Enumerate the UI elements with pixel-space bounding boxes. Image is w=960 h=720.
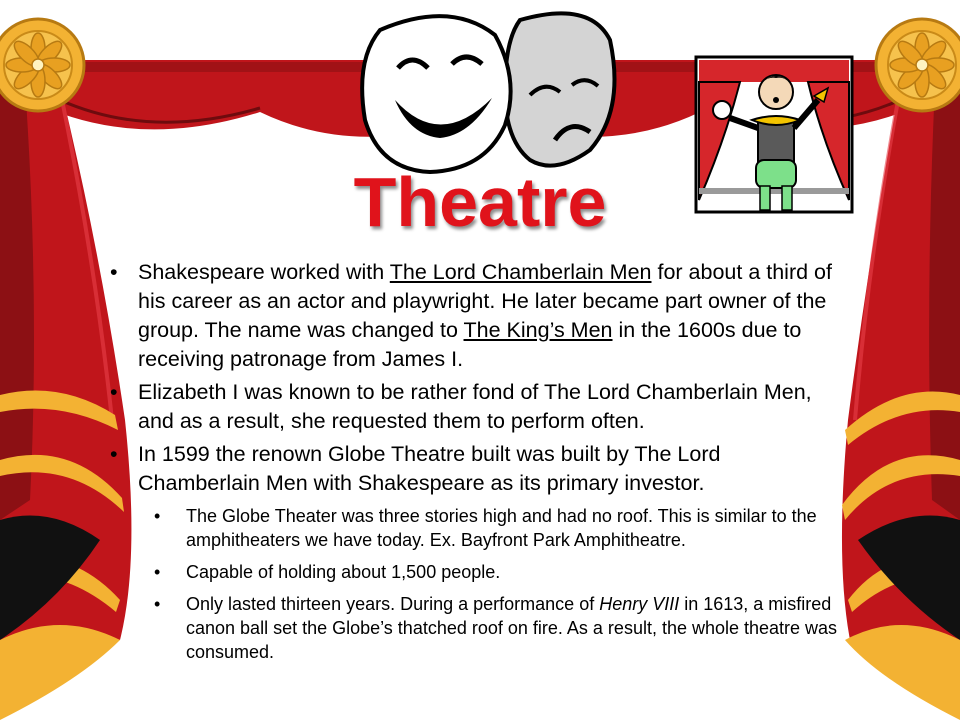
underlined-phrase: The Lord Chamberlain Men [389, 260, 652, 284]
rosette-left-icon [0, 19, 84, 111]
sub-bullet-item: • Capable of holding about 1,500 people. [108, 560, 848, 584]
slide-title: Theatre [353, 163, 607, 241]
bullet-item: • Elizabeth I was known to be rather fond of The Lord Chamberlain Men, and as a result, she requested them to perform often. [108, 378, 848, 436]
bullet-list [108, 258, 848, 672]
sub-bullet-list [108, 504, 848, 664]
sub-bullet-item: • The Globe Theater was three stories high and had no roof. This is similar to the amphitheaters we have today. Ex. Bayfront Park Amphitheatre. [108, 504, 848, 552]
bullet-item: • Shakespeare worked with The Lord Chamberlain Men for about a third of his career as an actor and playwright. He later became part owner of the group. The name was changed to The King’s Men in the 1600s due to receiving patronage from James I. [108, 258, 848, 374]
italic-title: Henry VIII [599, 594, 680, 614]
actor-clipart-icon [696, 57, 852, 212]
rosette-right-icon [876, 19, 960, 111]
sub-bullet-item: • Only lasted thirteen years. During a performance of Henry VIII in 1613, a misfired canon ball set the Globe’s thatched roof on fire. As a result, the whole theatre was consumed. [108, 592, 848, 664]
underlined-phrase: The King’s Men [463, 318, 613, 342]
comedy-tragedy-masks-icon [362, 13, 614, 172]
bullet-item: • In 1599 the renown Globe Theatre built was built by The Lord Chamberlain Men with Shakespeare as its primary investor. [108, 440, 848, 498]
